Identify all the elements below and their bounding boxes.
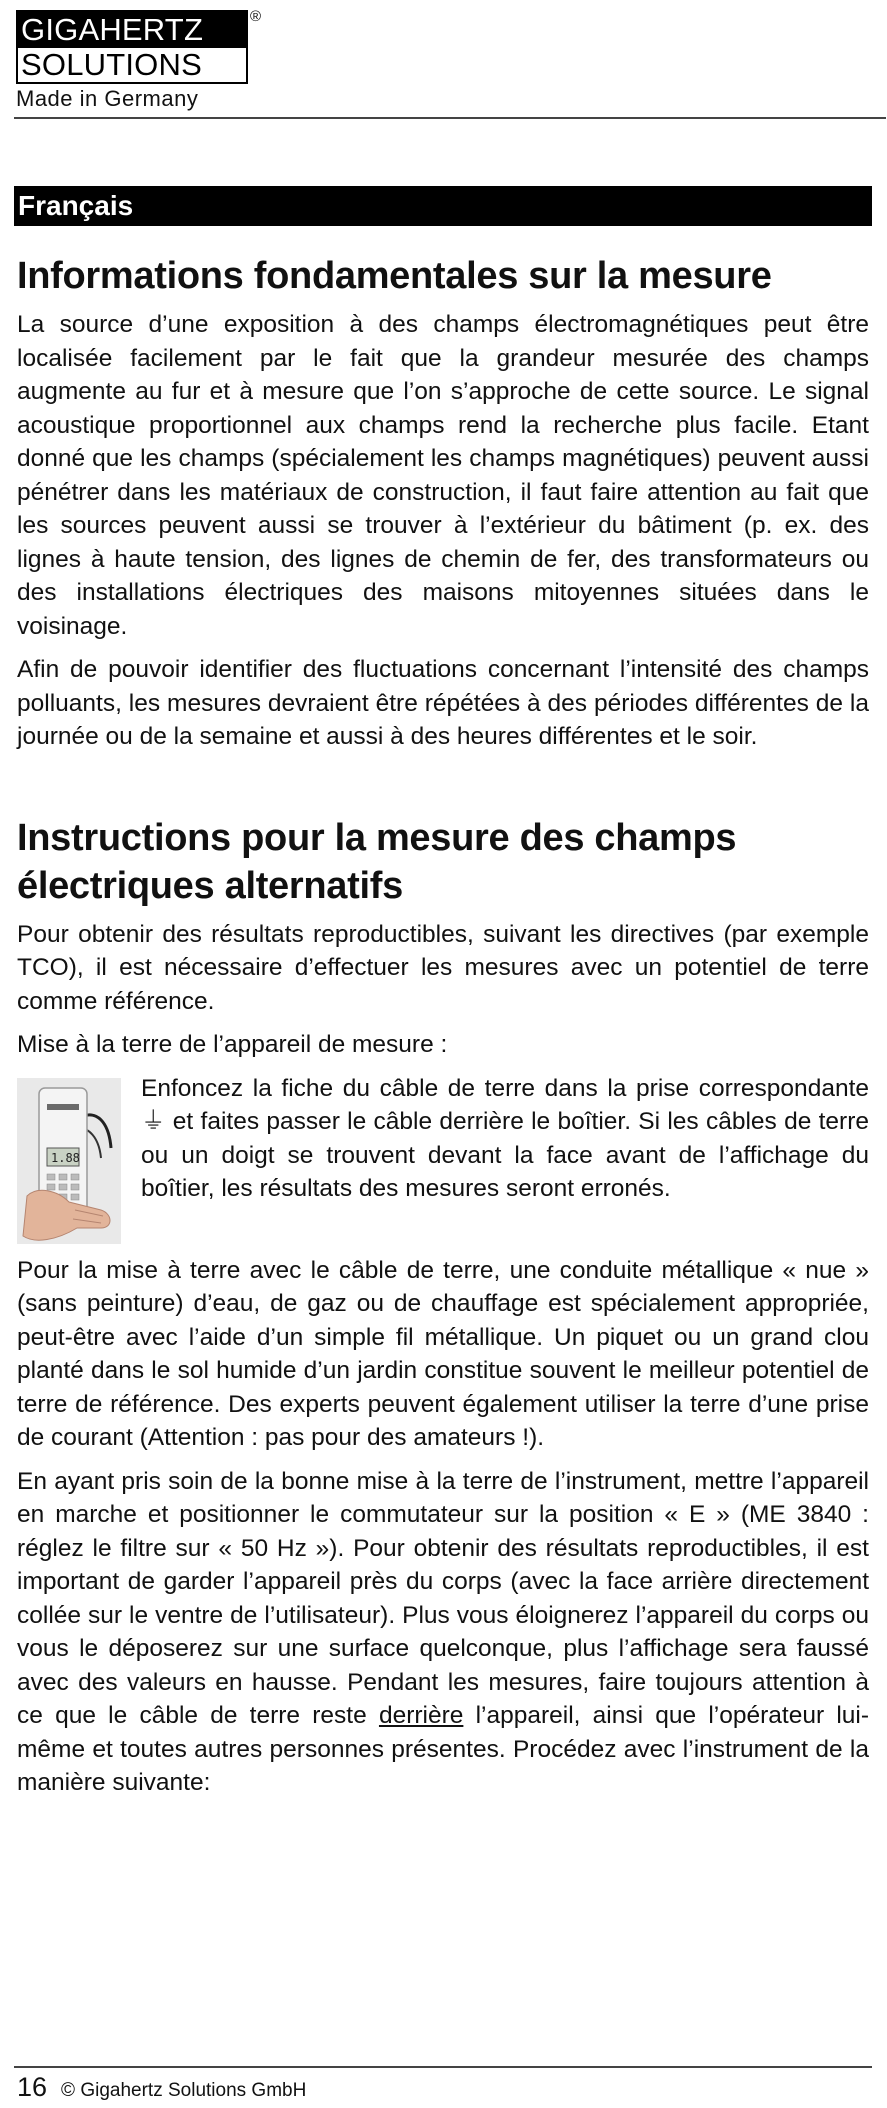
brand-logo [16, 8, 262, 112]
section-1-title: Informations fondamentales sur la mesure [17, 255, 772, 297]
logo-box [16, 10, 248, 84]
section-2-paragraph-2: Mise à la terre de l’appareil de mesure : [17, 1031, 448, 1058]
grounding-text-after: et faites passer le câble derrière le boîtier. Si les câbles de terre ou un doigt se trouvent devant la face avant de l’affichage du boîtier, les résultats des mesures seront erronés. [141, 1108, 869, 1202]
logo-line-1: GIGAHERTZ [18, 12, 246, 48]
section-2-paragraph-3: Pour la mise à terre avec le câble de terre, une conduite métallique « nue » (sans peinture) d’eau, de gaz ou de chauffage est spécialement appropriée, peut-être avec l’aide d’un simple fil métallique. Un piquet ou un grand clou planté dans le sol humide d’un jardin constitue souvent le meilleur potentiel de terre de référence. Des experts peuvent également utiliser la terre d’une prise de courant (Attention : pas pour des amateurs !). [17, 1256, 869, 1451]
grounding-text-before: Enfoncez la fiche du câble de terre dans la prise correspondante [141, 1074, 869, 1102]
ground-symbol-icon: ⏚ [141, 1108, 166, 1135]
device-photo [17, 1078, 121, 1244]
section-1-paragraph-1: La source d’une exposition à des champs électromagnétiques peut être localisée facilement par le fait que la grandeur mesurée des champs augmente au fur et à mesure que l’on s’approche de cette source. Le signal acoustique proportionnel aux champs rend la recherche plus facile. Etant donné que les champs (spécialement les champs magnétiques) peuvent aussi pénétrer dans les matériaux de construction, il faut faire attention au fait que les sources peuvent aussi se trouver à l’extérieur du bâtiment (p. ex. des lignes à haute tension, des lignes de chemin de fer, des transformateurs ou des installations électriques des maisons mitoyennes situées dans le voisinage. [17, 311, 869, 640]
grounding-figure-row [17, 1072, 869, 1244]
header-divider [14, 117, 886, 119]
device-hand-illustration [17, 1078, 121, 1244]
language-bar: Français [14, 186, 872, 226]
section-2-paragraph-1: Pour obtenir des résultats reproductibles, suivant les directives (par exemple TCO), il est nécessaire d’effectuer les mesures avec un potentiel de terre comme référence. [17, 920, 869, 1015]
logo-tagline: Made in Germany [16, 86, 199, 111]
page-content [17, 252, 869, 1810]
grounding-instructions [141, 1072, 869, 1244]
section-2-paragraph-4 [17, 1465, 869, 1800]
section-2-title: Instructions pour la mesure des champs électriques alternatifs [17, 816, 737, 907]
footer-divider [14, 2066, 872, 2068]
svg-text:1.88: 1.88 [51, 1150, 80, 1165]
logo-line-2: SOLUTIONS [18, 48, 246, 82]
p4-text-after: l’appareil, ainsi que l’opérateur lui-même et toutes autres personnes présentes. Procédez avec l’instrument de la manière suivante: [17, 1702, 869, 1796]
p4-text-before: En ayant pris soin de la bonne mise à la terre de l’instrument, mettre l’appareil en marche et positionner le commutateur sur la position « E » (ME 3840 : réglez le filtre sur « 50 Hz »). Pour obtenir des résultats reproductibles, il est important de garder l’appareil près du corps (avec la face arrière directement collée sur le ventre de l’utilisateur). Plus vous éloignerez l’appareil du corps ou vous le déposerez sur une surface quelconque, plus l’affichage sera faussé avec des valeurs en hausse. Pendant les mesures, faire toujours attention à ce que le câble de terre reste [17, 1467, 869, 1729]
section-1-paragraph-2: Afin de pouvoir identifier des fluctuations concernant l’intensité des champs polluants, les mesures devraient être répétées à des périodes différentes de la journée ou de la semaine et aussi à des heures différentes et le soir. [17, 656, 869, 750]
copyright: © Gigahertz Solutions GmbH [61, 2080, 307, 2101]
page-number: 16 [17, 2072, 48, 2102]
registered-mark: ® [250, 8, 262, 25]
p4-underlined-word: derrière [378, 1702, 464, 1729]
page-footer [17, 2072, 306, 2106]
